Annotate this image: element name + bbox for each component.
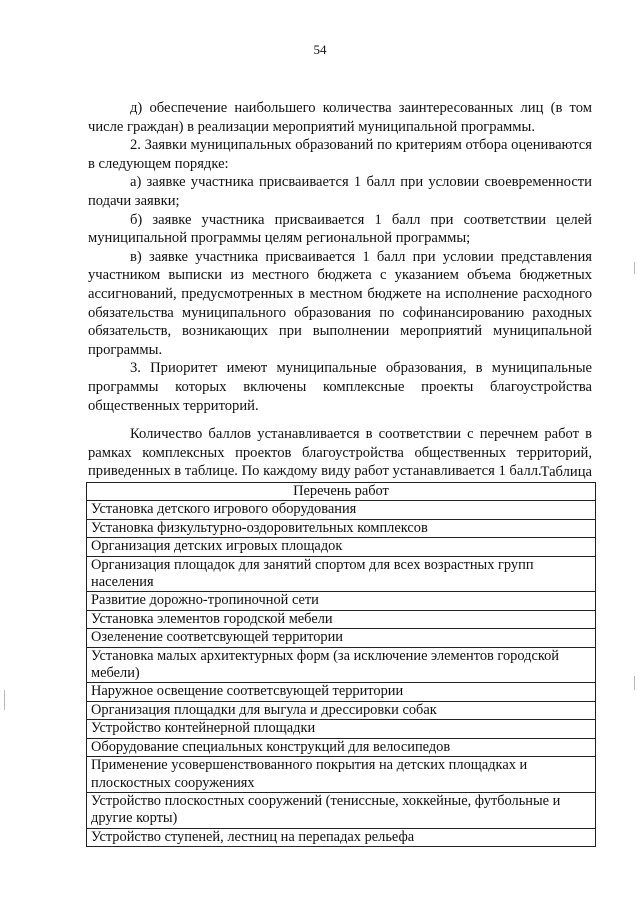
table-cell: Организация детских игровых площадок	[87, 538, 596, 556]
table-cell: Устройство контейнерной площадки	[87, 720, 596, 738]
table-row	[87, 828, 596, 846]
paragraph-b: б) заявке участника присваивается 1 балл при соответствии целей муниципальной программы целям региональной программы;	[88, 211, 592, 247]
table-row	[87, 792, 596, 828]
table-cell: Оборудование специальных конструкций для велосипедов	[87, 738, 596, 756]
page-number: 54	[313, 42, 327, 57]
table-row	[87, 701, 596, 719]
scan-margin-mark	[634, 262, 635, 274]
table-header-row	[87, 483, 596, 501]
table-row	[87, 720, 596, 738]
table-row	[87, 738, 596, 756]
table-cell: Развитие дорожно-тропиночной сети	[87, 592, 596, 610]
table-cell: Организация площадки для выгула и дрессировки собак	[87, 701, 596, 719]
table-row	[87, 610, 596, 628]
table-row	[87, 629, 596, 647]
table-row	[87, 647, 596, 683]
table-row	[87, 556, 596, 592]
body-text	[88, 99, 592, 481]
table-cell: Применение усовершенствованного покрытия на детских площадках и плоскостных сооружениях	[87, 757, 596, 793]
table-cell: Организация площадок для занятий спортом для всех возрастных групп населения	[87, 556, 596, 592]
table-row	[87, 592, 596, 610]
table-caption: Таблица	[540, 464, 592, 480]
table-row	[87, 501, 596, 519]
paragraph-points: Количество баллов устанавливается в соответствии с перечнем работ в рамках комплексных проектов благоустройства общественных территорий, приведенных в таблице. По каждому виду работ устанавливается 1 балл.	[88, 426, 592, 480]
table-cell: Установка малых архитектурных форм (за исключение элементов городской мебели)	[87, 647, 596, 683]
table-cell: Установка элементов городской мебели	[87, 610, 596, 628]
table-row	[87, 519, 596, 537]
works-table	[86, 482, 596, 847]
table-row	[87, 538, 596, 556]
scan-margin-mark	[634, 676, 635, 690]
table-header-cell: Перечень работ	[87, 483, 596, 501]
paragraph-2: 2. Заявки муниципальных образований по критериям отбора оцениваются в следующем порядке:	[88, 137, 592, 172]
paragraph-v: в) заявке участника присваивается 1 балл при условии представления участником выписки из местного бюджета с указанием объема бюджетных ассигнований, предусмотренных в местном бюджете на исполнение расходного обязательства муниципального образования по софинансированию раходных обязательств, возникающих при выполнении мероприятий муниципальной программы.	[88, 248, 592, 358]
table-row	[87, 683, 596, 701]
paragraph-3: 3. Приоритет имеют муниципальные образования, в муниципальные программы которых включены комплексные проекты благоустройства общественных территорий.	[88, 360, 592, 414]
table-row	[87, 757, 596, 793]
table-cell: Наружное освещение соответсвующей территории	[87, 683, 596, 701]
table-cell: Устройство плоскостных сооружений (тениссные, хоккейные, футбольные и другие корты)	[87, 792, 596, 828]
scan-margin-mark	[4, 690, 5, 710]
paragraph-d: д) обеспечение наибольшего количества заинтересованных лиц (в том числе граждан) в реализации мероприятий муниципальной программы.	[88, 100, 592, 135]
table-cell: Установка детского игрового оборудования	[87, 501, 596, 519]
table-cell: Установка физкультурно-оздоровительных комплексов	[87, 519, 596, 537]
table-cell: Устройство ступеней, лестниц на перепадах рельефа	[87, 828, 596, 846]
paragraph-a: а) заявке участника присваивается 1 балл при условии своевременности подачи заявки;	[88, 174, 592, 209]
table-cell: Озеленение соответсвующей территории	[87, 629, 596, 647]
